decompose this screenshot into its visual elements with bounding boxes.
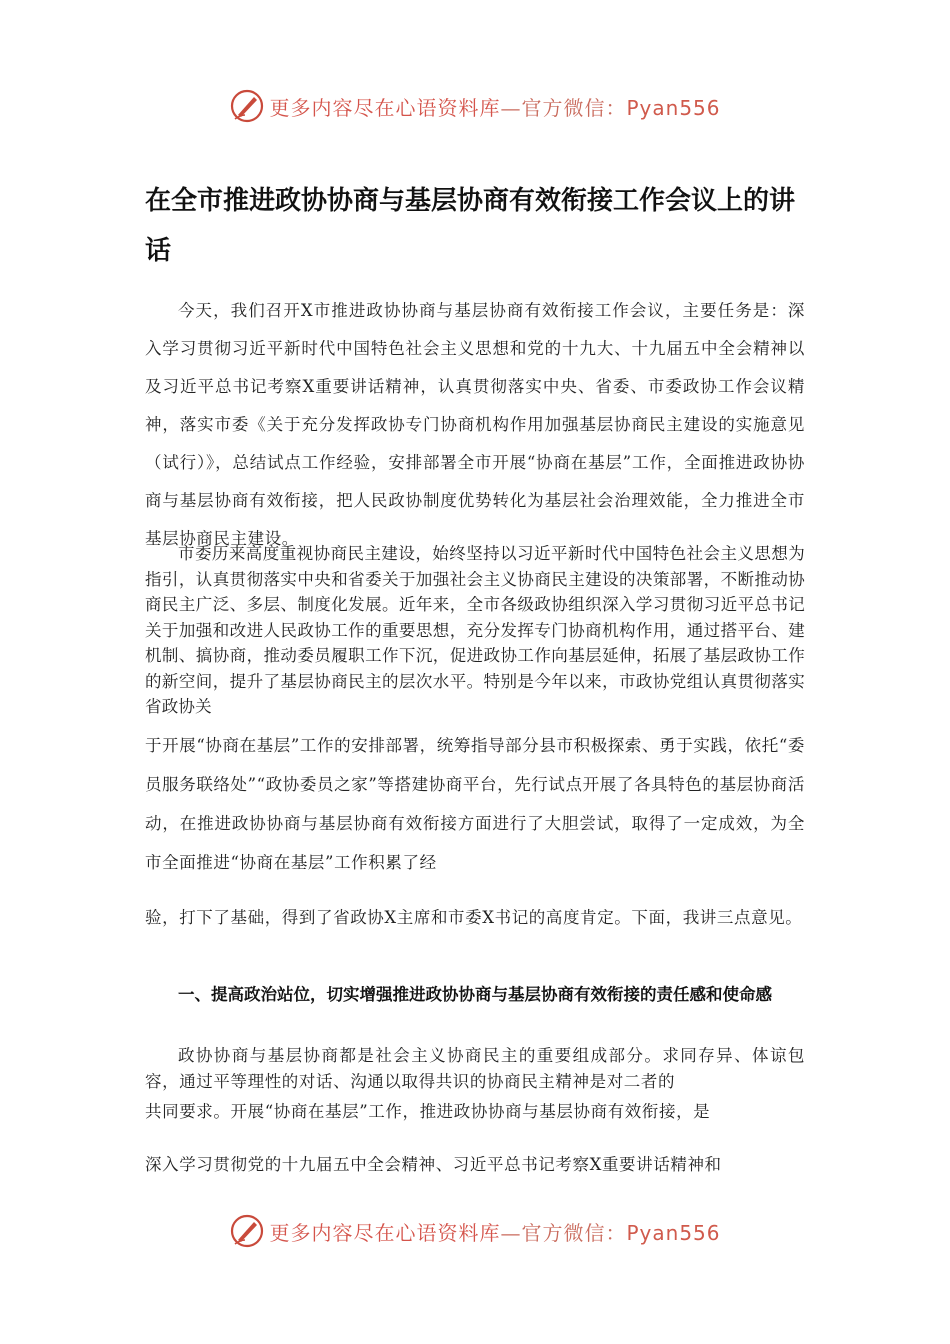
body-paragraph: 共同要求。开展“协商在基层”工作，推进政协协商与基层协商有效衔接，是 bbox=[145, 1102, 711, 1121]
header-watermark-banner bbox=[0, 86, 950, 126]
footer-watermark-banner bbox=[0, 1211, 950, 1251]
document-title: 在全市推进政协协商与基层协商有效衔接工作会议上的讲话 bbox=[145, 186, 796, 266]
body-paragraph: 于开展“协商在基层”工作的安排部署，统筹指导部分县市积极探索、勇于实践，依托“委员服务联络处”“政协委员之家”等搭建协商平台，先行试点开展了各具特色的基层协商活动，在推进政协协商与基层协商有效衔接方面进行了大胆尝试，取得了一定成效，为全市全面推进“协商在基层”工作积累了经 bbox=[145, 736, 805, 872]
section-heading: 一、提高政治站位，切实增强推进政协协商与基层协商有效衔接的责任感和使命感 bbox=[178, 985, 772, 1004]
watermark-text: 更多内容尽在心语资料库—官方微信：Pyan556 bbox=[269, 1220, 721, 1245]
pen-circle-logo-icon bbox=[229, 1213, 265, 1249]
body-paragraph: 今天，我们召开X市推进政协协商与基层协商有效衔接工作会议，主要任务是：深入学习贯彻习近平新时代中国特色社会主义思想和党的十九大、十九届五中全会精神以及习近平总书记考察X重要讲话精神，认真贯彻落实中央、省委、市委政协工作会议精神，落实市委《关于充分发挥政协专门协商机构作用加强基层协商民主建设的实施意见（试行）》，总结试点工作经验，安排部署全市开展“协商在基层”工作，全面推进政协协商与基层协商有效衔接，把人民政协制度优势转化为基层社会治理效能，全力推进全市基层协商民主建设。 bbox=[145, 301, 805, 548]
pen-circle-logo-icon bbox=[229, 88, 265, 124]
body-paragraph: 深入学习贯彻党的十九届五中全会精神、习近平总书记考察X重要讲话精神和 bbox=[145, 1155, 722, 1174]
body-paragraph: 市委历来高度重视协商民主建设，始终坚持以习近平新时代中国特色社会主义思想为指引，认真贯彻落实中央和省委关于加强社会主义协商民主建设的决策部署，不断推动协商民主广泛、多层、制度化发展。近年来，全市各级政协组织深入学习贯彻习近平总书记关于加强和改进人民政协工作的重要思想，充分发挥专门协商机构作用，通过搭平台、建机制、搞协商，推动委员履职工作下沉，促进政协工作向基层延伸，拓展了基层政协工作的新空间，提升了基层协商民主的层次水平。特别是今年以来，市政协党组认真贯彻落实省政协关 bbox=[145, 544, 805, 716]
watermark-text: 更多内容尽在心语资料库—官方微信：Pyan556 bbox=[269, 95, 721, 120]
body-paragraph: 政协协商与基层协商都是社会主义协商民主的重要组成部分。求同存异、体谅包容，通过平等理性的对话、沟通以取得共识的协商民主精神是对二者的 bbox=[145, 1046, 805, 1091]
body-paragraph: 验，打下了基础，得到了省政协X主席和市委X书记的高度肯定。下面，我讲三点意见。 bbox=[145, 908, 803, 927]
